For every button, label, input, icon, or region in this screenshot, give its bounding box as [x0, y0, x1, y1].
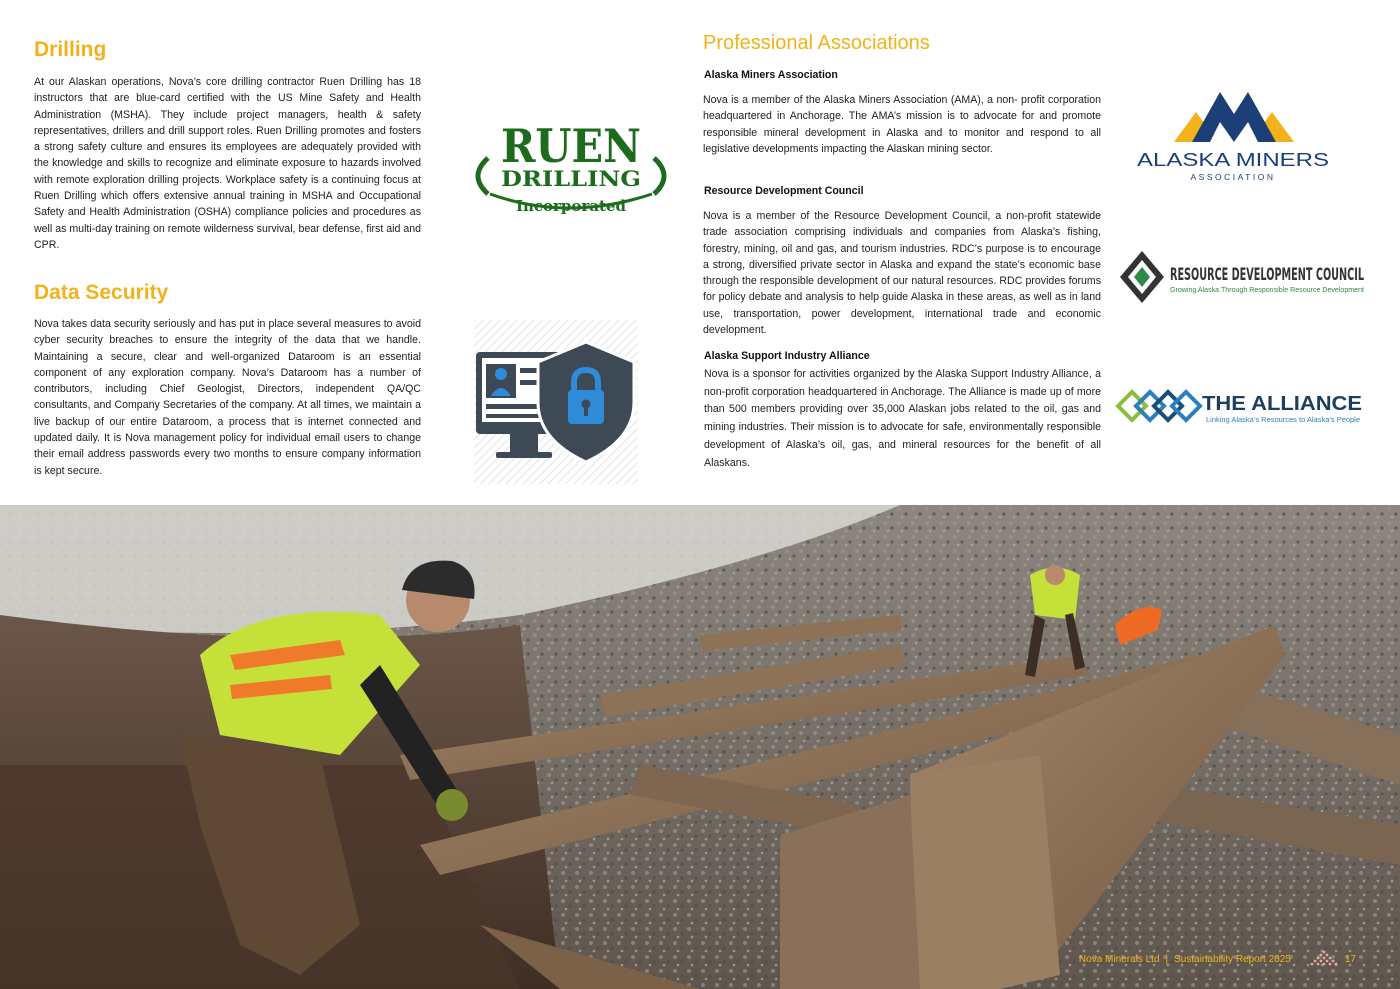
- rdc-logo-tagline: Growing Alaska Through Responsible Resource Development: [1170, 285, 1365, 294]
- page-footer: [1079, 949, 1356, 969]
- associations-heading: Professional Associations: [703, 32, 930, 54]
- footer-company: Nova Minerals Ltd: [1078, 953, 1160, 965]
- resource-development-council-logo: [1118, 248, 1368, 306]
- footer-report-title: Sustainability Report 2025: [1174, 953, 1291, 965]
- ama-paragraph: Nova is a member of the Alaska Miners Association (AMA), a non- profit corporation headquartered in Anchorage. The AMA’s mission is to advocate for and promote responsible mineral development in Alaska and to monitor and respond to all legislative developments impacting the Alaskan mining sector.: [703, 94, 1101, 155]
- rdc-logo-name: RESOURCE DEVELOPMENT COUNCIL: [1170, 265, 1365, 285]
- data-security-paragraph: Nova takes data security seriously and has put in place several measures to avoid cyber security breaches to ensure the integrity of the data that we handle. Maintaining a secure, clear and well-organized Dataroom is an essential component of any exploration company. Nova’s Dataroom has a number of contributors, including Chief Geologist, Directors, independent QA/QC consultants, and Company Secretaries of the company. At all times, we maintain a live backup of our entire Dataroom, a process that is internet connected and updated daily. It is Nova management policy for individual email users to change their email address passwords every two months to ensure company information is kept secure.: [34, 318, 421, 477]
- the-alliance-logo: [1114, 382, 1366, 430]
- drilling-paragraph: At our Alaskan operations, Nova’s core drilling contractor Ruen Drilling has 18 instructors that are blue-card certified with the US Mine Safety and Health Administration (MSHA). They include project managers, health & safety representatives, drillers and drill support roles. Ruen Drilling promotes and fosters a strong safety culture and ensures its employees are adequately provided with the knowledge and skills to recognize and eliminate exposure to hazards involved with remote exploration drilling projects. Workplace safety is a continuing focus at Ruen Drilling which offers extensive annual training in MSHA and Occupational Safety and Health Administration (OSHA) compliance policies and procedures as well as multi-day training on remote wilderness survival, bear defense, first aid and CPR.: [34, 76, 421, 251]
- ama-logo-sub: ASSOCIATION: [1190, 172, 1276, 182]
- alliance-logo-name: THE ALLIANCE: [1202, 393, 1362, 415]
- alliance-title: Alaska Support Industry Alliance: [704, 350, 870, 362]
- ama-title: Alaska Miners Association: [704, 69, 838, 81]
- page-number: 17: [1344, 953, 1356, 965]
- footer-separator: |: [1165, 953, 1169, 965]
- data-security-icon: [474, 320, 638, 484]
- ruen-logo-line2: DRILLING: [501, 166, 641, 191]
- data-security-heading: Data Security: [34, 281, 169, 304]
- alaska-miners-logo: [1134, 88, 1332, 184]
- drilling-heading: Drilling: [34, 38, 107, 61]
- alliance-paragraph: Nova is a sponsor for activities organized by the Alaska Support Industry Alliance, a non-profit corporation headquartered in Anchorage. The Alliance is made up of more than 500 members providing over 35,000 Alaskan jobs related to the oil, gas and mining industries. Their mission is to advocate for safe, environmentally responsible development of Alaska’s oil, gas, and mineral resources for the benefit of all Alaskans.: [704, 368, 1101, 469]
- ruen-drilling-logo: [468, 118, 674, 218]
- rdc-title: Resource Development Council: [704, 185, 864, 197]
- decorative-dots-icon: [1309, 949, 1339, 969]
- ruen-logo-line1: RUEN: [501, 119, 641, 173]
- ruen-logo-line3: Incorporated: [515, 197, 627, 215]
- alliance-logo-tagline: Linking Alaska’s Resources to Alaska’s People: [1206, 415, 1360, 424]
- rdc-paragraph: Nova is a member of the Resource Development Council, a non-profit statewide trade association comprising individuals and companies from Alaska’s fishing, forestry, mining, oil and gas, and tourism industries. RDC’s purpose is to encourage a strong, diversified private sector in Alaska and expand the state’s economic base through the responsible development of our natural resources. RDC provides forums for policy debate and analysis to help guide Alaska in these areas, as well as in land use, transportation, power development, international trade and economic development.: [703, 210, 1101, 337]
- ama-logo-name: ALASKA MINERS: [1137, 150, 1329, 170]
- worksite-photo: [0, 505, 1400, 989]
